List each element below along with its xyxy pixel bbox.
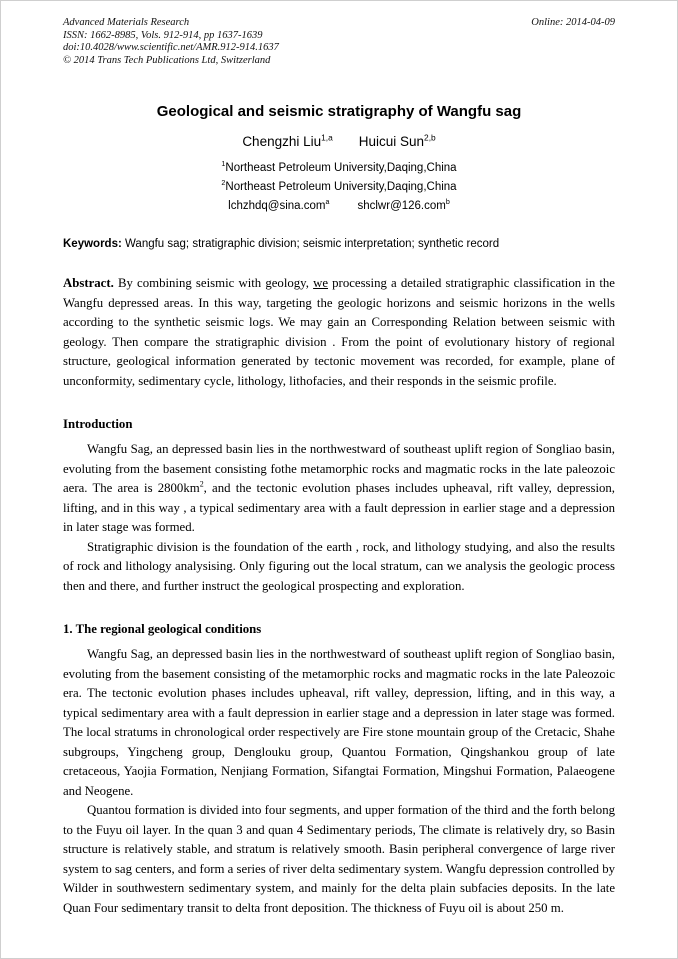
- keywords-line: [63, 238, 615, 250]
- keywords-label: Keywords:: [63, 238, 122, 250]
- introduction-heading: Introduction: [63, 417, 133, 431]
- abstract-label: Abstract.: [63, 276, 114, 290]
- abstract-text-pre: By combining seismic with geology,: [113, 276, 314, 290]
- introduction-paragraph-1: [63, 440, 615, 538]
- author-1-name: Chengzhi Liu: [242, 134, 322, 149]
- affiliation-2-text: Northeast Petroleum University,Daqing,China: [225, 181, 457, 193]
- area-superscript: 2: [199, 479, 204, 489]
- journal-copyright-line: © 2014 Trans Tech Publications Ltd, Switzerland: [63, 54, 271, 66]
- email-2: shclwr@126.com: [357, 200, 446, 212]
- introduction-paragraph-2: Stratigraphic division is the foundation of the earth , rock, and lithology studying, and also the results of rock and lithology analysising. Only figuring out the local stratum, can we analysis the geologic process then and there, and further instruct the geological prospecting and exploration.: [63, 539, 615, 593]
- journal-doi-line: doi:10.4028/www.scientific.net/AMR.912-914.1637: [63, 42, 279, 53]
- abstract-underlined-word: we: [313, 276, 329, 290]
- abstract-text-rest: processing a detailed stratigraphic classification in the Wangfu depressed areas. In this way, targeting the geologic horizons and seismic horizons in the wells according to the synthetic seismic logs. We may gain an Corresponding Relation between seismic with geology. Then compare the stratigraphic division . From the point of evolutionary history of regional structure, geological information generated by tectonic movement was recorded, for example, plane of unconformity, sedimentary cycle, lithology, lithofacies, and their responds in the seismic profile.: [63, 276, 615, 388]
- author-1-superscript: 1,a: [321, 132, 333, 143]
- affiliation-1-text: Northeast Petroleum University,Daqing,China: [225, 162, 457, 174]
- authors-line: [63, 134, 615, 149]
- paper-title: Geological and seismic stratigraphy of Wangfu sag: [156, 103, 522, 120]
- introduction-paragraph-1-text-a: Wangfu Sag, an depressed basin lies in the northwestward of southeast uplift region of Songliao basin, evoluting from the basement consisting fothe metamorphic rocks and magmatic rocks in the late paleozoic aera. The area is 2800km: [63, 442, 615, 495]
- page-content: [1, 1, 677, 918]
- introduction-paragraph-1-text-b: , and the tectonic evolution phases includes upheaval, rift valley, depression, lifting, and in this way , a typical sedimentary area with a fault depression in earlier stage and a depression in later stage was formed.: [63, 481, 615, 534]
- section-1-heading: 1. The regional geological conditions: [63, 622, 262, 636]
- affiliation-2: [63, 178, 615, 197]
- email-2-superscript: b: [445, 198, 450, 207]
- author-2-name: Huicui Sun: [358, 134, 425, 149]
- affiliation-1-superscript: 1: [221, 160, 226, 169]
- section-1-paragraph-1: Wangfu Sag, an depressed basin lies in the northwestward of southeast uplift region of Songliao basin, evoluting from the basement consisting of the metamorphic rocks and magmatic rocks in the late Paleozoic era. The tectonic evolution phases includes upheaval, rift valley, depression, lifting, and in this way, a typical sedimentary area with a fault depression in earlier stage and a depression in later stage was formed. The local stratums in chronological order respectively are Fire stone mountain group of the Cretacic, Shahe subgroups, Yingcheng group, Denglouku group, Quantou Formation, Qingshankou group of late cretaceous, Yaojia Formation, Nenjiang Formation, Sifangtai Formation, Mingshui Formation, Palaeogene and Neogene.: [63, 647, 615, 798]
- journal-issn-line: ISSN: 1662-8985, Vols. 912-914, pp 1637-1639: [63, 29, 263, 41]
- email-1-superscript: a: [325, 198, 330, 207]
- affiliation-1: [63, 159, 615, 178]
- author-2-superscript: 2,b: [424, 132, 436, 143]
- emails-line: [63, 197, 615, 216]
- journal-name: Advanced Materials Research: [63, 17, 190, 28]
- online-date: Online: 2014-04-09: [531, 17, 615, 28]
- journal-header-left: [63, 17, 279, 67]
- affiliation-2-superscript: 2: [221, 179, 226, 188]
- journal-header: [63, 17, 615, 67]
- affiliations-block: [63, 159, 615, 216]
- abstract-paragraph: [63, 274, 615, 391]
- keywords-text: Wangfu sag; stratigraphic division; seismic interpretation; synthetic record: [121, 238, 500, 250]
- email-1: lchzhdq@sina.com: [228, 200, 326, 212]
- section-1-paragraph-2: Quantou formation is divided into four segments, and upper formation of the third and the forth belong to the Fuyu oil layer. In the quan 3 and quan 4 Sedimentary periods, The climate is relatively dry, so Basin structure is relatively stable, and stratum is relatively smooth. Basin peripheral convergence of large river system to sag centers, and form a series of river delta sedimentary system. Wangfu depression controlled by Wilder in southwestern sedimentary system, and mainly for the delta plain subfacies deposits. In the late Quan Four sedimentary transit to delta front deposition. The thickness of Fuyu oil is about 250 m.: [63, 803, 615, 915]
